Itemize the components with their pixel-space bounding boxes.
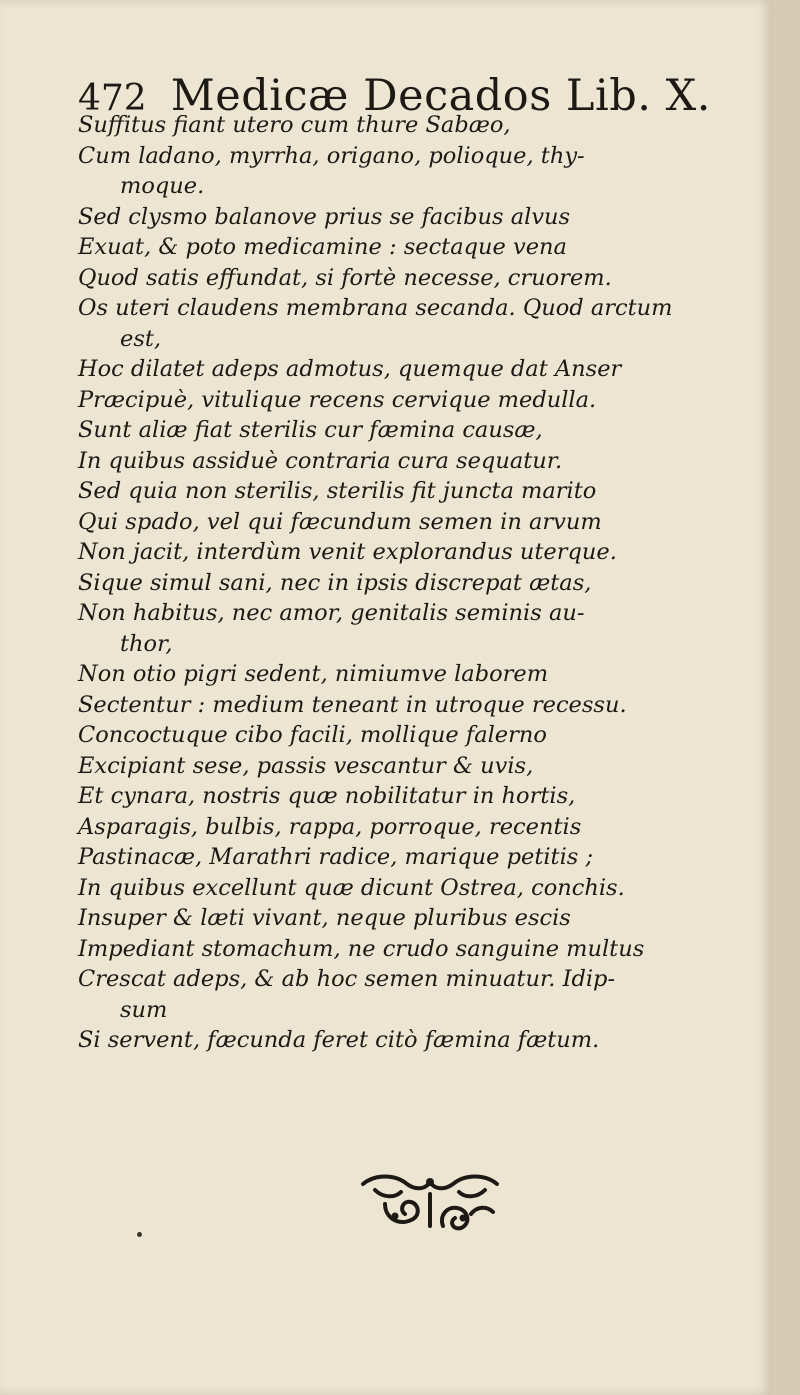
verse-line: Hoc dilatet adeps admotus, quemque dat Anser — [78, 356, 622, 382]
verse-line: Concoctuque cibo facili, mollique falerno — [78, 722, 547, 748]
verse-line: Insuper & læti vivant, neque pluribus escis — [78, 905, 571, 931]
verse-line: Non habitus, nec amor, genitalis seminis au- — [78, 600, 585, 626]
verse-line: Exuat, & poto medicamine : sectaque vena — [78, 234, 567, 260]
verse-line: Qui spado, vel qui fæcundum semen in arvum — [78, 508, 602, 535]
ink-speck — [137, 1232, 142, 1237]
verse-line: Asparagis, bulbis, rappa, porroque, recentis — [78, 813, 582, 840]
verse-line: est, — [120, 325, 162, 352]
verse-line: Sectentur : medium teneant in utroque recessu. — [78, 691, 627, 718]
verse-line: Præcipuè, vitulique recens cervique medulla. — [78, 386, 597, 413]
verse-line: thor, — [120, 630, 173, 657]
verse-line: Crescat adeps, & ab hoc semen minuatur. Idip- — [78, 966, 616, 992]
verse-line: Pastinacæ, Marathri radice, marique petitis ; — [78, 844, 594, 870]
page-number: 472 — [78, 78, 147, 119]
verse-line: Sed quia non sterilis, sterilis fit juncta marito — [78, 478, 597, 504]
verse-line: In quibus excellunt quæ dicunt Ostrea, conchis. — [78, 874, 625, 901]
verse-line: moque. — [120, 173, 205, 199]
verse-line: Si servent, fæcunda feret citò fæmina fætum. — [78, 1027, 600, 1053]
floral-tailpiece-icon — [355, 1170, 505, 1234]
verse-line: Excipiant sese, passis vescantur & uvis, — [78, 752, 534, 779]
verse-line: In quibus assiduè contraria cura sequatur. — [78, 447, 563, 474]
page-edge — [772, 0, 800, 1395]
verse-line: sum — [120, 996, 168, 1023]
verse-line: Et cynara, nostris quæ nobilitatur in hortis, — [78, 783, 576, 809]
verse-line: Sunt aliæ fiat sterilis cur fæmina causæ, — [78, 417, 543, 443]
verse-line: Suffitus fiant utero cum thure Sabæo, — [78, 112, 511, 138]
running-title: Medicæ Decados Lib. X. — [170, 71, 711, 121]
verse-line: Non jacit, interdùm venit explorandus uterque. — [78, 539, 617, 565]
verse-line: Os uteri claudens membrana secanda. Quod arctum — [78, 295, 673, 321]
verse-line: Non otio pigri sedent, nimiumve laborem — [78, 661, 549, 687]
verse-line: Impediant stomachum, ne crudo sanguine multus — [78, 935, 645, 962]
verse-line: Sed clysmo balanove prius se facibus alvus — [78, 203, 571, 230]
verse-line: Cum ladano, myrrha, origano, polioque, thy- — [78, 142, 585, 169]
verse-line: Sique simul sani, nec in ipsis discrepat ætas, — [78, 569, 592, 596]
verse-line: Quod satis effundat, si fortè necesse, cruorem. — [78, 264, 612, 291]
